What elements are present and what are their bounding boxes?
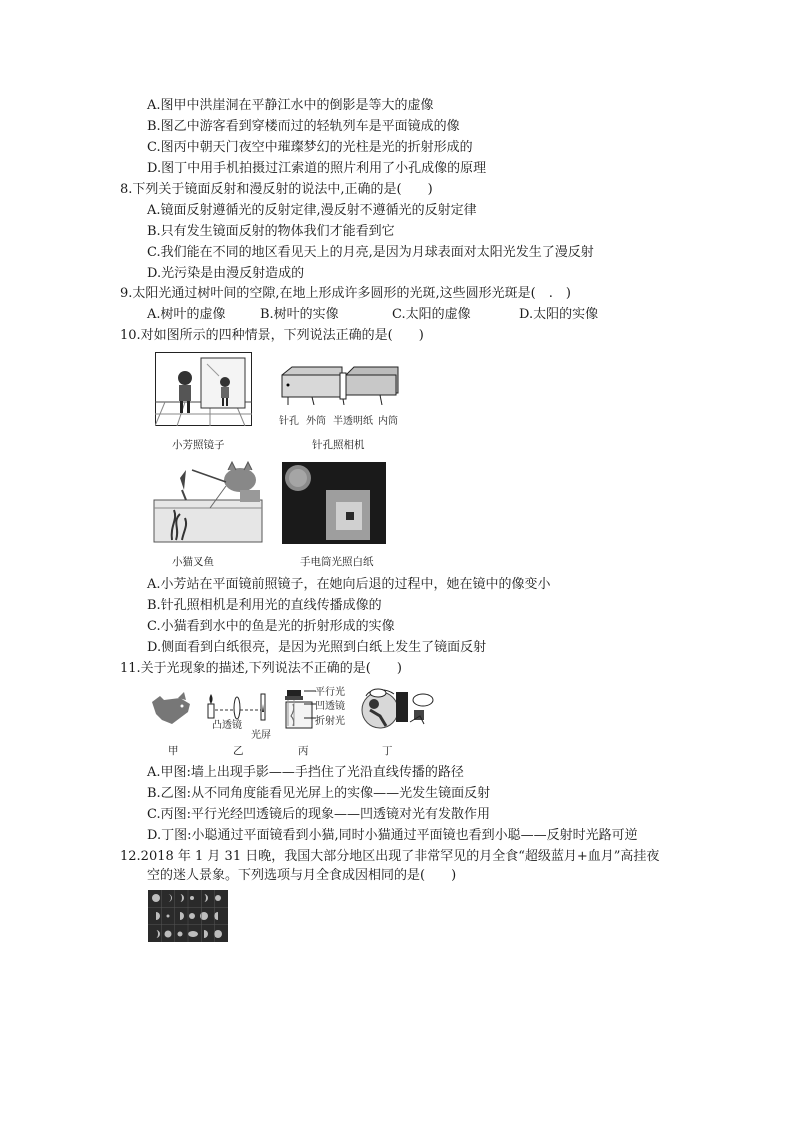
label-jia: 甲 bbox=[168, 745, 179, 757]
q11-stem: 11.关于光现象的描述,下列说法不正确的是( ) bbox=[120, 661, 402, 676]
q7-option-d: D.图丁中用手机拍摄过江索道的照片利用了小孔成像的原理 bbox=[147, 161, 487, 176]
q11-option-c: C.丙图:平行光经凹透镜后的现象——凹透镜对光有发散作用 bbox=[147, 807, 490, 822]
label-translucent-paper: 半透明纸 bbox=[333, 416, 373, 427]
label-screen: 光屏 bbox=[251, 730, 271, 741]
mirror-cat-boy-figure bbox=[358, 686, 434, 730]
label-yi: 乙 bbox=[233, 745, 244, 757]
q7-option-b: B.图乙中游客看到穿楼而过的轻轨列车是平面镜成的像 bbox=[147, 119, 460, 134]
cat-fishing-figure bbox=[152, 460, 264, 544]
q11-option-d: D.丁图:小聪通过平面镜看到小猫,同时小猫通过平面镜也看到小聪——反射时光路可逆 bbox=[147, 828, 638, 843]
pinhole-camera-figure bbox=[280, 365, 400, 405]
q12-stem-line1: 12.2018 年 1 月 31 日晚，我国大部分地区出现了非常罕见的月全食“超级蓝月+血月”高挂夜 bbox=[120, 849, 660, 864]
q10-stem: 10.对如图所示的四种情景，下列说法正确的是( ) bbox=[120, 328, 424, 343]
q8-option-a: A.镜面反射遵循光的反射定律,漫反射不遵循光的反射定律 bbox=[147, 203, 477, 218]
q8-option-d: D.光污染是由漫反射造成的 bbox=[147, 266, 305, 281]
q12-stem-line2: 空的迷人景象。下列选项与月全食成因相同的是( ) bbox=[147, 868, 457, 883]
q10-option-a: A.小芳站在平面镜前照镜子，在她向后退的过程中，她在镜中的像变小 bbox=[147, 577, 551, 592]
q10-option-d: D.侧面看到白纸很亮，是因为光照到白纸上发生了镜面反射 bbox=[147, 640, 487, 655]
q7-option-c: C.图丙中朝天门夜空中璀璨梦幻的光柱是光的折射形成的 bbox=[147, 140, 473, 155]
caption-mirror: 小芳照镜子 bbox=[172, 439, 225, 451]
hand-shadow-figure bbox=[150, 690, 194, 728]
q9-option-b: B.树叶的实像 bbox=[260, 307, 339, 322]
q9-option-a: A.树叶的虚像 bbox=[147, 307, 226, 322]
q8-stem: 8.下列关于镜面反射和漫反射的说法中,正确的是( ) bbox=[120, 182, 433, 197]
label-pinhole: 针孔 bbox=[279, 416, 299, 427]
caption-cat-fishing: 小猫叉鱼 bbox=[172, 556, 214, 568]
label-concave-lens: 凹透镜 bbox=[315, 701, 345, 712]
label-inner-tube: 内筒 bbox=[378, 416, 398, 427]
caption-pinhole-camera: 针孔照相机 bbox=[312, 439, 365, 451]
lunar-eclipse-sequence-image bbox=[148, 890, 228, 942]
q8-option-c: C.我们能在不同的地区看见天上的月亮,是因为月球表面对太阳光发生了漫反射 bbox=[147, 245, 594, 260]
q7-option-a: A.图甲中洪崖洞在平静江水中的倒影是等大的虚像 bbox=[147, 98, 434, 113]
caption-flashlight: 手电筒光照白纸 bbox=[300, 556, 374, 568]
label-convex-lens: 凸透镜 bbox=[212, 720, 242, 731]
label-refracted-light: 折射光 bbox=[315, 716, 345, 727]
q9-option-d: D.太阳的实像 bbox=[519, 307, 599, 322]
label-bing: 丙 bbox=[298, 745, 309, 757]
label-ding: 丁 bbox=[382, 745, 393, 757]
q11-option-b: B.乙图:从不同角度能看见光屏上的实像——光发生镜面反射 bbox=[147, 786, 491, 801]
q9-option-c: C.太阳的虚像 bbox=[392, 307, 471, 322]
flashlight-paper-figure bbox=[282, 462, 386, 544]
q10-option-b: B.针孔照相机是利用光的直线传播成像的 bbox=[147, 598, 382, 613]
q8-option-b: B.只有发生镜面反射的物体我们才能看到它 bbox=[147, 224, 395, 239]
q10-option-c: C.小猫看到水中的鱼是光的折射形成的实像 bbox=[147, 619, 395, 634]
q9-stem: 9.太阳光通过树叶间的空隙,在地上形成许多圆形的光斑,这些圆形光斑是( . ) bbox=[120, 286, 571, 301]
mirror-figure bbox=[155, 352, 252, 426]
label-outer-tube: 外筒 bbox=[306, 416, 326, 427]
q11-option-a: A.甲图:墙上出现手影——手挡住了光沿直线传播的路径 bbox=[147, 765, 464, 780]
concave-pointer-lines bbox=[304, 688, 318, 720]
label-parallel-light: 平行光 bbox=[315, 687, 345, 698]
